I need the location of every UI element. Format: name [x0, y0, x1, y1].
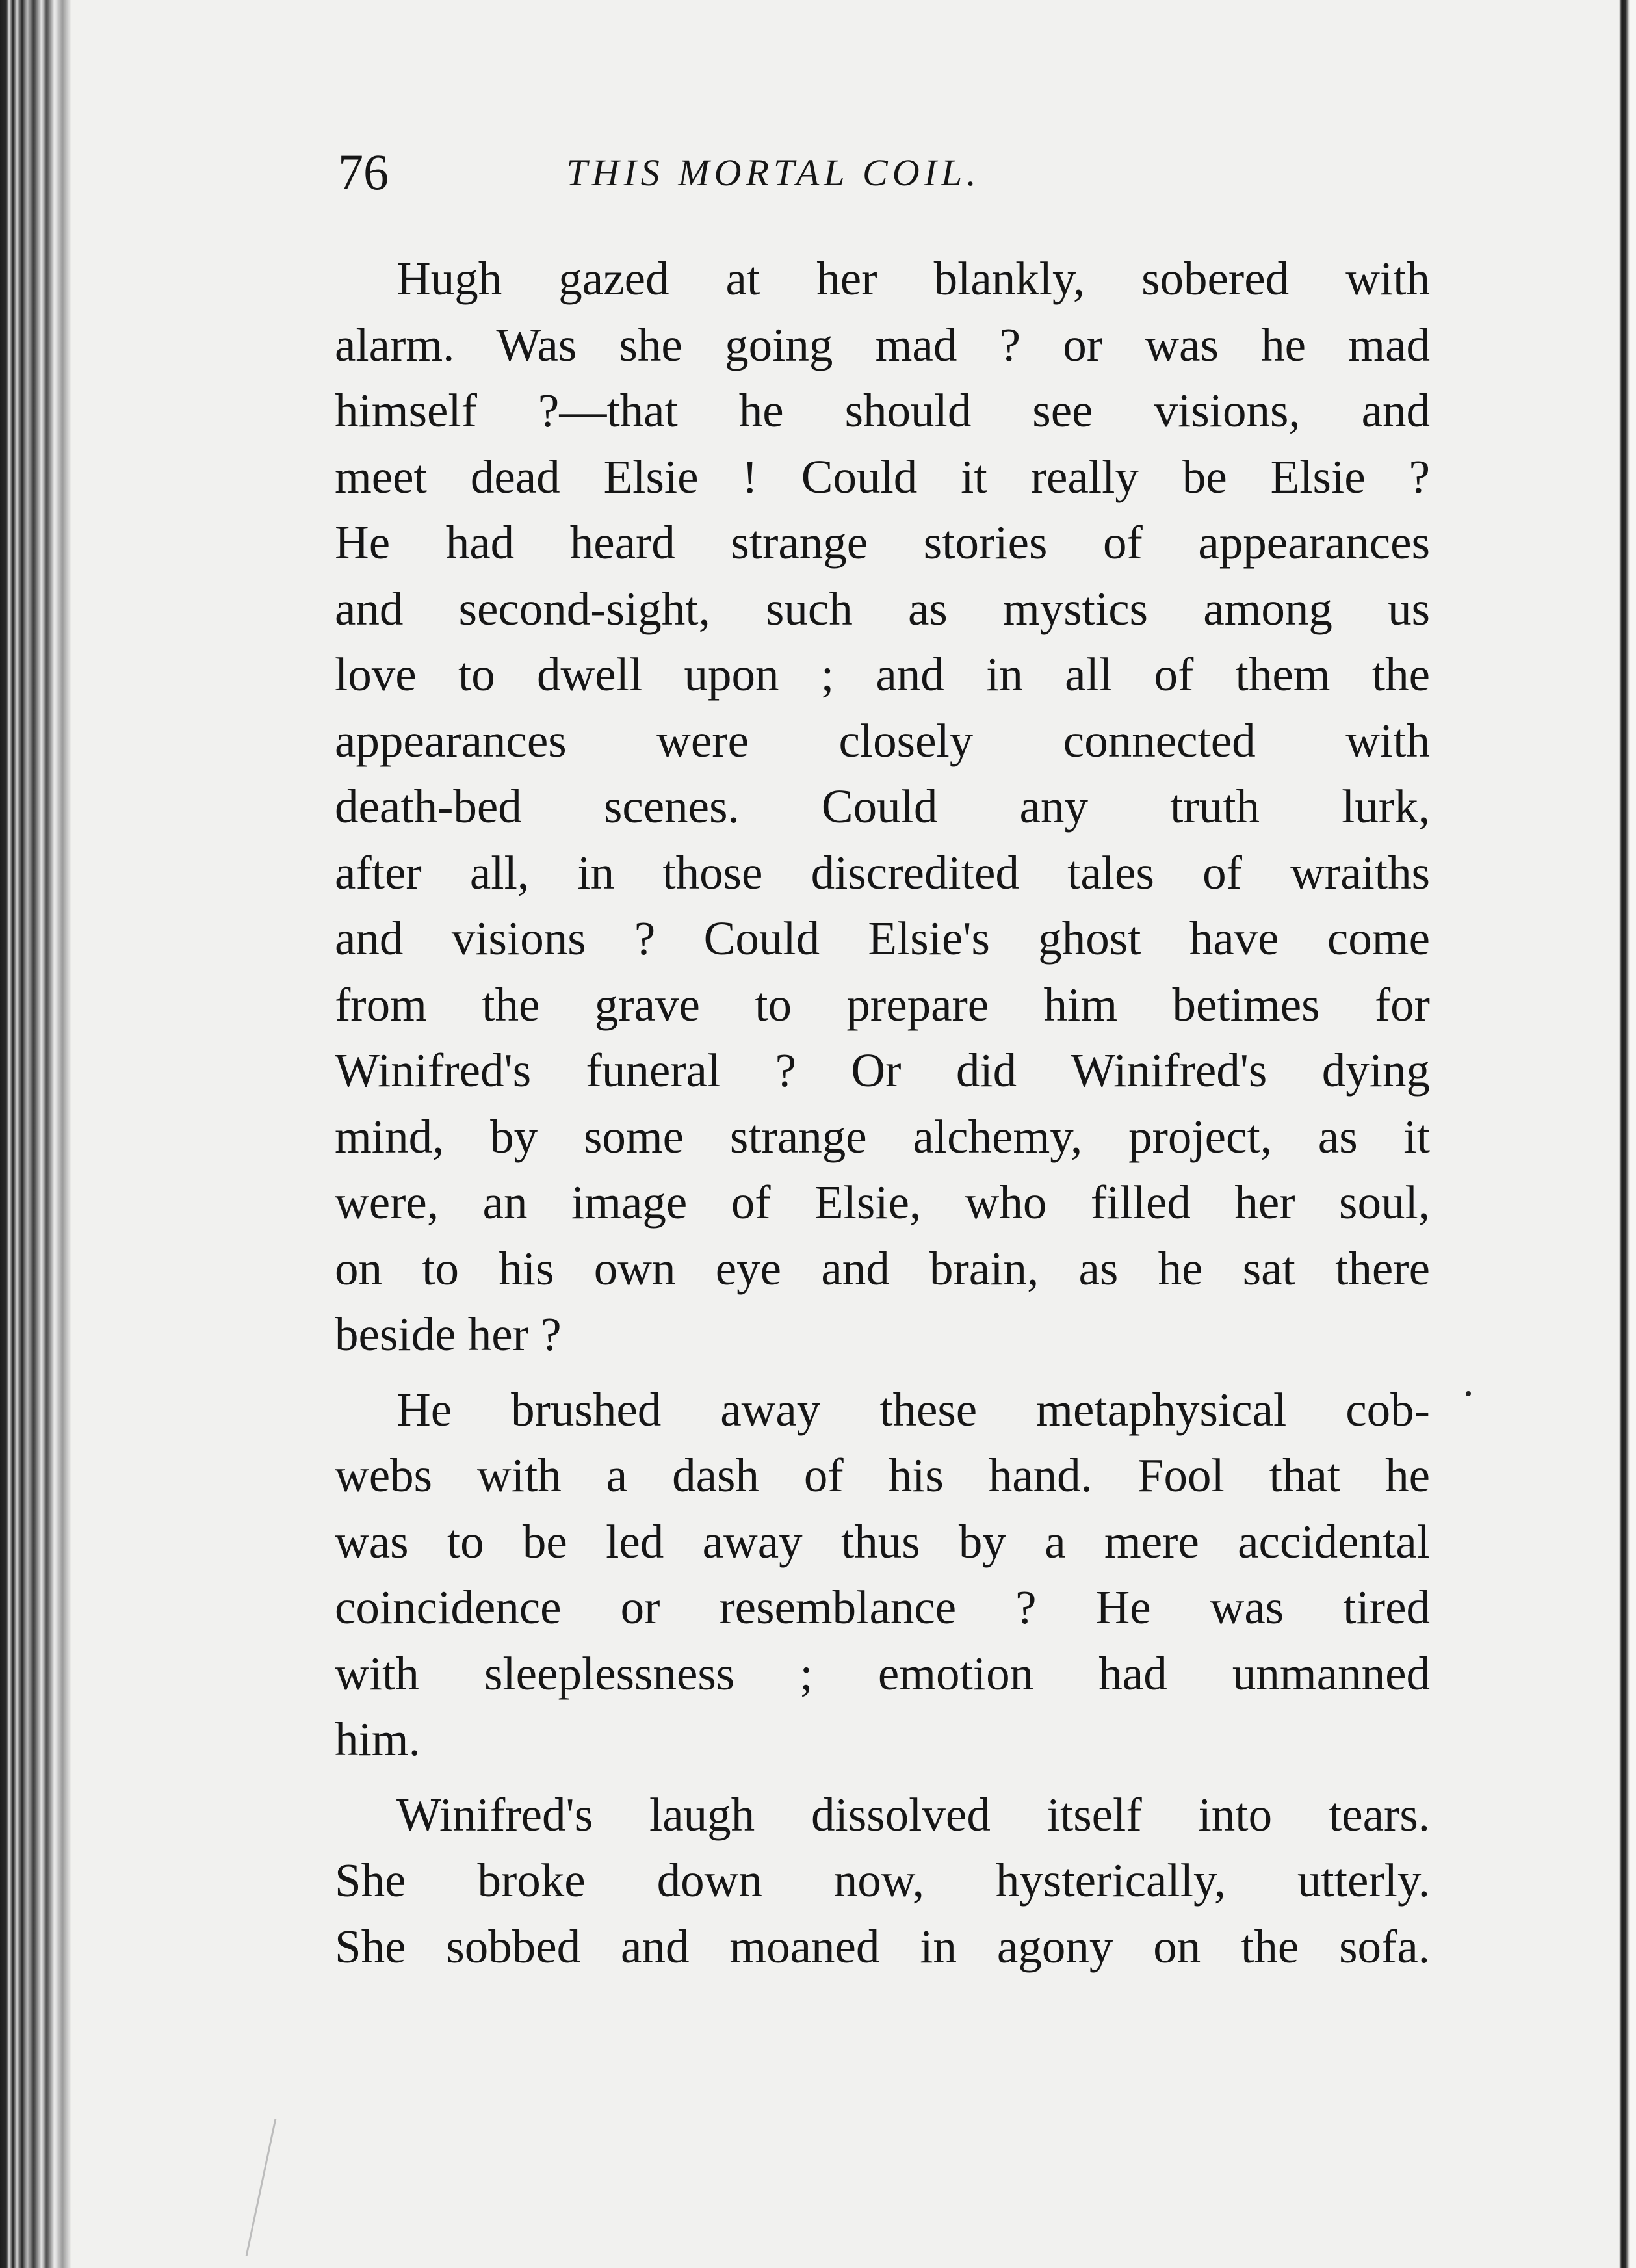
text-line: from the grave to prepare him betimes for: [335, 978, 1430, 1031]
text-line: himself ?—that he should see visions, and: [335, 384, 1430, 437]
running-title: THIS MORTAL COIL.: [566, 151, 981, 194]
text-line: love to dwell upon ; and in all of them the: [335, 648, 1430, 701]
paragraph-2: [335, 1377, 1430, 1773]
page-number: 76: [338, 144, 389, 200]
running-head: [338, 143, 1209, 202]
paragraph-3: [335, 1782, 1430, 1980]
text-line: was to be led away thus by a mere accidental: [335, 1515, 1430, 1568]
text-line: him.: [335, 1713, 421, 1766]
page-edge-right: [1574, 0, 1636, 2268]
text-line: and visions ? Could Elsie's ghost have come: [335, 912, 1430, 965]
text-line: Winifred's funeral ? Or did Winifred's dying: [335, 1044, 1430, 1097]
book-page: [71, 0, 1574, 2268]
text-line: Winifred's laugh dissolved itself into tears.: [396, 1788, 1430, 1841]
text-line: with sleeplessness ; emotion had unmanned: [335, 1647, 1430, 1700]
text-line: He had heard strange stories of appearances: [335, 516, 1430, 569]
text-line: Hugh gazed at her blankly, sobered with: [396, 252, 1430, 305]
text-line: webs with a dash of his hand. Fool that he: [335, 1449, 1430, 1502]
ink-speck: [1466, 1391, 1471, 1396]
paragraph-gap: [335, 1368, 1430, 1377]
text-line: appearances were closely connected with: [335, 714, 1430, 767]
text-line: coincidence or resemblance ? He was tired: [335, 1581, 1430, 1634]
text-line: beside her ?: [335, 1308, 562, 1361]
text-line: meet dead Elsie ! Could it really be Elsie ?: [335, 450, 1430, 503]
text-line: and second-sight, such as mystics among us: [335, 582, 1430, 635]
text-line: were, an image of Elsie, who filled her soul,: [335, 1176, 1430, 1229]
text-line: on to his own eye and brain, as he sat there: [335, 1242, 1430, 1295]
text-line: She broke down now, hysterically, utterly.: [335, 1854, 1430, 1907]
scan-scratch: [246, 2119, 316, 2256]
text-line: He brushed away these metaphysical cob-: [396, 1383, 1430, 1436]
text-line: alarm. Was she going mad ? or was he mad: [335, 318, 1430, 371]
text-line: after all, in those discredited tales of wraiths: [335, 846, 1430, 899]
text-line: death-bed scenes. Could any truth lurk,: [335, 780, 1430, 833]
paragraph-gap: [335, 1773, 1430, 1782]
book-binding-edge: [0, 0, 71, 2268]
body-text: [335, 246, 1430, 1979]
text-line: mind, by some strange alchemy, project, as it: [335, 1110, 1430, 1163]
paragraph-1: [335, 246, 1430, 1368]
text-line: She sobbed and moaned in agony on the sofa.: [335, 1920, 1430, 1973]
